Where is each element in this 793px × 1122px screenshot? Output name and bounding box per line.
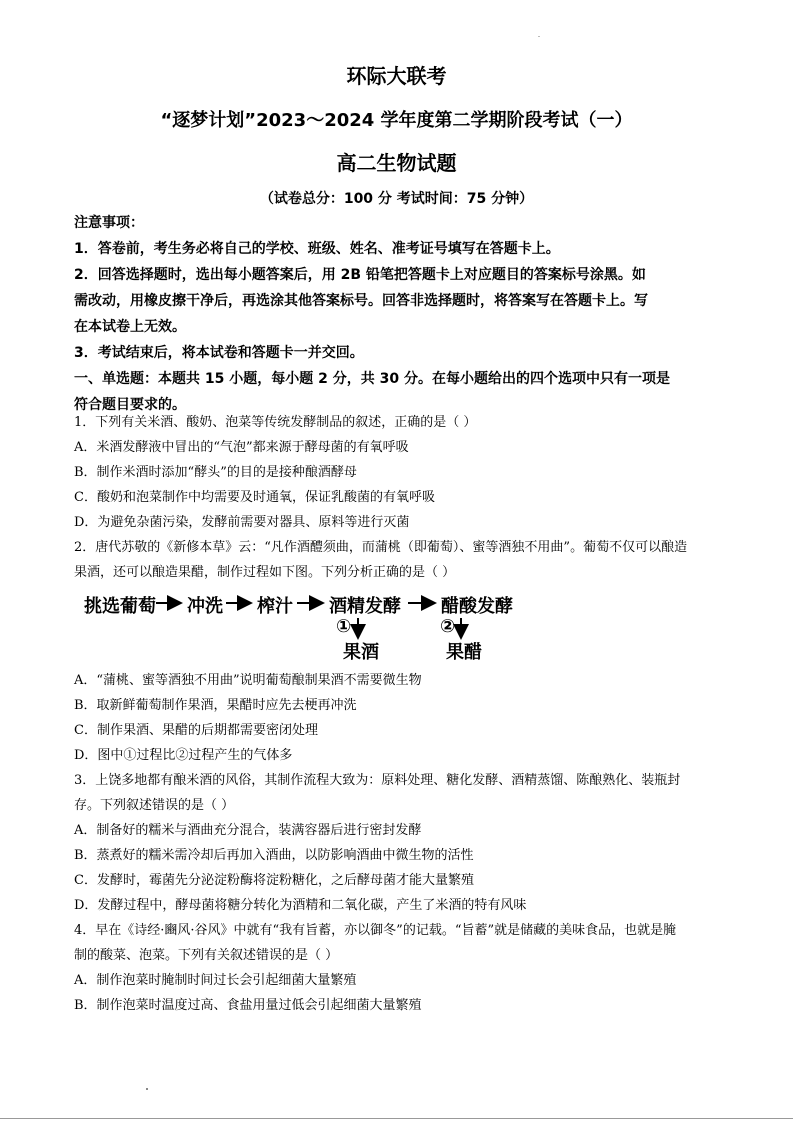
q2-option-d: D．图中①过程比②过程产生的气体多 xyxy=(74,748,293,763)
flow-step-alcohol-fermentation: 酒精发酵 xyxy=(329,596,401,617)
q1-option-b: B．制作米酒时添加“酵头”的目的是接种酿酒酵母 xyxy=(74,465,357,480)
q1-option-c: C．酸奶和泡菜制作中均需要及时通氧，保证乳酸菌的有氧呼吸 xyxy=(74,490,435,505)
section-heading-line2: 符合题目要求的。 xyxy=(74,397,186,413)
page-speck xyxy=(146,1088,148,1090)
q3-option-c: C．发酵时，霉菌先分泌淀粉酶将淀粉糖化，之后酵母菌才能大量繁殖 xyxy=(74,873,474,888)
q3-option-d: D．发酵过程中，酵母菌将糖分转化为酒精和二氧化碳，产生了米酒的特有风味 xyxy=(74,898,527,913)
org-title: 环际大联考 xyxy=(346,64,447,88)
exam-meta: （试卷总分：100 分 考试时间：75 分钟） xyxy=(259,191,534,207)
flow-product-wine: 果酒 xyxy=(343,642,379,663)
flow-marker-1: ① xyxy=(336,616,352,637)
subject-title: 高二生物试题 xyxy=(336,151,457,175)
page-speck-top xyxy=(538,36,540,37)
flow-step-select-grapes: 挑选葡萄 xyxy=(84,596,156,617)
q2-option-c: C．制作果酒、果醋的后期都需要密闭处理 xyxy=(74,723,318,738)
q1-option-a: A．米酒发酵液中冒出的“气泡”都来源于酵母菌的有氧呼吸 xyxy=(74,440,409,455)
q2-stem-line1: 2．唐代苏敬的《新修本草》云：“凡作酒醴须曲，而蒲桃（即葡萄）、蜜等酒独不用曲”。葡萄不仅可以酿造 xyxy=(74,540,688,555)
q3-option-b: B．蒸煮好的糯米需冷却后再加入酒曲，以防影响酒曲中微生物的活性 xyxy=(74,848,474,863)
q3-stem-line2: 存。下列叙述错误的是（ ） xyxy=(74,798,235,813)
flow-step-rinse: 冲洗 xyxy=(187,596,223,617)
flow-step-press: 榨汁 xyxy=(257,596,293,617)
flow-marker-2: ② xyxy=(440,616,456,637)
q3-option-a: A．制备好的糯米与酒曲充分混合，装满容器后进行密封发酵 xyxy=(74,823,422,838)
exam-title: “逐梦计划”2023～2024 学年度第二学期阶段考试（一） xyxy=(160,110,633,131)
note-2-line3: 在本试卷上无效。 xyxy=(74,319,186,335)
q4-option-b: B．制作泡菜时温度过高、食盐用量过低会引起细菌大量繁殖 xyxy=(74,998,422,1013)
q4-stem-line2: 制的酸菜、泡菜。下列有关叙述错误的是（ ） xyxy=(74,948,339,963)
process-flow-diagram xyxy=(0,586,793,666)
question-3 xyxy=(74,768,728,918)
question-2-options xyxy=(74,668,728,768)
q1-stem: 1．下列有关米酒、酸奶、泡菜等传统发酵制品的叙述，正确的是（ ） xyxy=(74,415,477,430)
q2-stem-line2: 果酒，还可以酿造果醋，制作过程如下图。下列分析正确的是（ ） xyxy=(74,565,456,580)
q4-option-a: A．制作泡菜时腌制时间过长会引起细菌大量繁殖 xyxy=(74,973,357,988)
q2-option-a: A．“蒲桃、蜜等酒独不用曲”说明葡萄酿制果酒不需要微生物 xyxy=(74,673,422,688)
q1-option-d: D．为避免杂菌污染，发酵前需要对器具、原料等进行灭菌 xyxy=(74,515,410,530)
question-4 xyxy=(74,918,728,1018)
q2-option-b: B．取新鲜葡萄制作果酒，果醋时应先去梗再冲洗 xyxy=(74,698,357,713)
note-2-line2: 需改动，用橡皮擦干净后，再选涂其他答案标号。回答非选择题时，将答案写在答题卡上。写 xyxy=(74,293,648,309)
notes-block xyxy=(74,210,728,418)
flow-step-acetic-fermentation: 醋酸发酵 xyxy=(441,596,513,617)
question-1 xyxy=(74,410,728,535)
q4-stem-line1: 4．早在《诗经·豳风·谷风》中就有“我有旨蓄，亦以御冬”的记载。“旨蓄”就是储藏的美味食品，也就是腌 xyxy=(74,923,677,938)
note-1: 1．答卷前，考生务必将自己的学校、班级、姓名、准考证号填写在答题卡上。 xyxy=(74,241,560,257)
note-2-line1: 2．回答选择题时，选出每小题答案后，用 2B 铅笔把答题卡上对应题目的答案标号涂黑。如 xyxy=(74,267,646,283)
q3-stem-line1: 3．上饶多地都有酿米酒的风俗，其制作流程大致为：原料处理、糖化发酵、酒精蒸馏、陈酿熟化、装瓶封 xyxy=(74,773,681,788)
page-bottom-rule xyxy=(0,1118,793,1119)
flow-arrows xyxy=(0,586,793,666)
notes-heading: 注意事项： xyxy=(74,215,144,231)
section-heading-line1: 一、单选题：本题共 15 小题，每小题 2 分，共 30 分。在每小题给出的四个选项中只有一项是 xyxy=(74,371,670,387)
flow-product-vinegar: 果醋 xyxy=(446,642,482,663)
note-3: 3．考试结束后，将本试卷和答题卡一并交回。 xyxy=(74,345,364,361)
question-2-stem xyxy=(74,535,728,585)
